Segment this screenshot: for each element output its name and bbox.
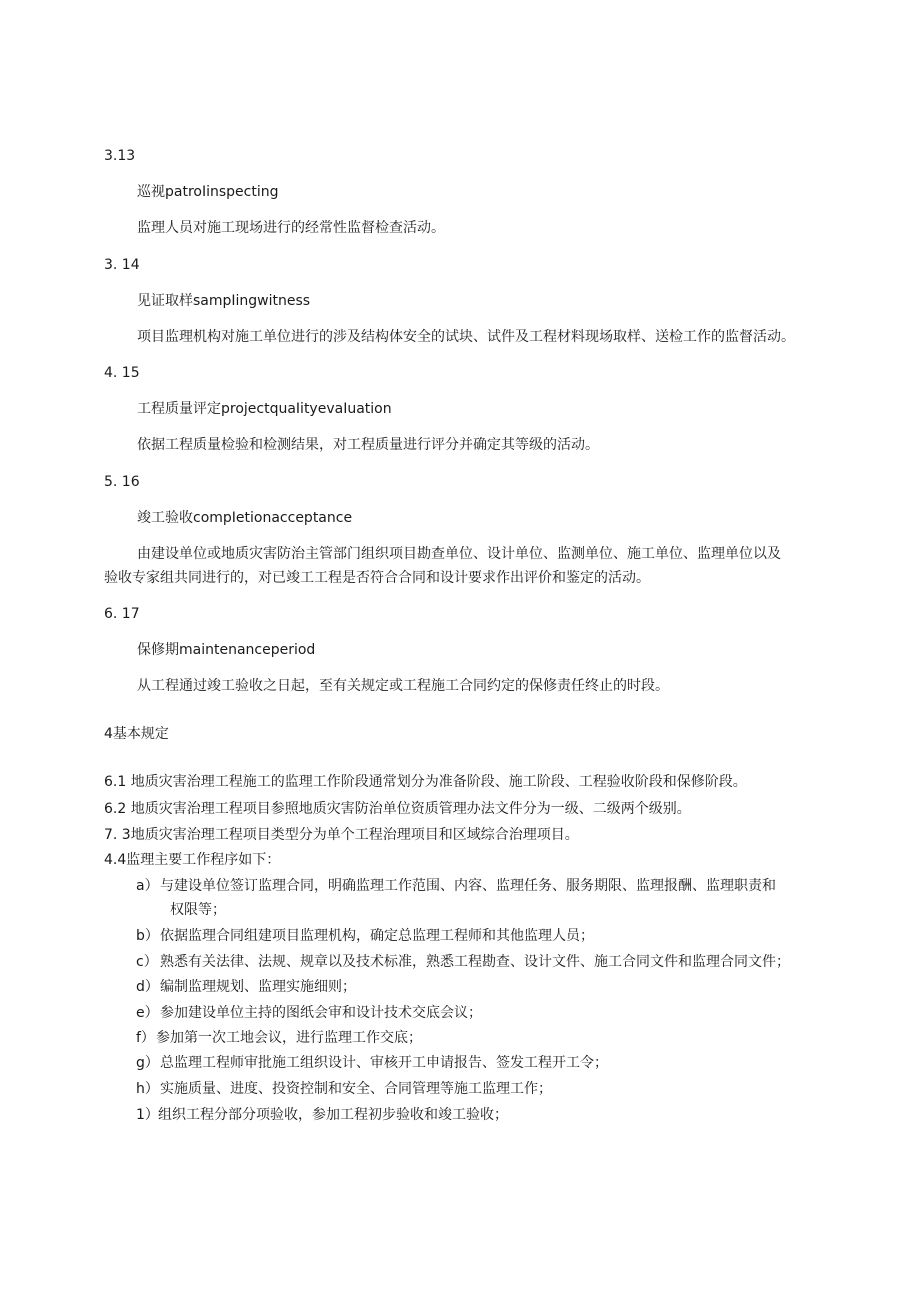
procedure-text: 实施质量、进度、投资控制和安全、合同管理等施工监理工作； (160, 1081, 552, 1097)
term-definition: 监理人员对施工现场进行的经常性监督检查活动。 (137, 220, 445, 236)
rule-item: 6.2 地质灾害治理工程项目参照地质灾害防治单位资质管理办法文件分为一级、二级两个级别。 (104, 801, 691, 817)
term-title: 见证取样sampIingwitness (137, 293, 311, 309)
section-number: 3. 14 (104, 257, 140, 273)
term-definition: 依据工程质量检验和检测结果，对工程质量进行评分并确定其等级的活动。 (137, 437, 599, 453)
procedure-label: e） (136, 1005, 159, 1021)
term-definition: 项目监理机构对施工单位进行的涉及结构体安全的试块、试件及工程材料现场取样、送检工作的监督活动。 (137, 329, 795, 345)
procedure-label: g） (136, 1055, 159, 1071)
term-definition-continued: 验收专家组共同进行的，对已竣工工程是否符合合同和设计要求作出评价和鉴定的活动。 (104, 570, 650, 586)
term-definition: 从工程通过竣工验收之日起，至有关规定或工程施工合同约定的保修责任终止的时段。 (137, 678, 669, 694)
procedure-text-continued: 权限等； (170, 902, 226, 918)
procedure-label: f） (136, 1030, 155, 1046)
procedure-label: b） (136, 928, 159, 944)
section-number: 3.13 (104, 148, 136, 164)
term-title: 工程质量评定projectquaIityevaIuation (137, 401, 392, 417)
procedure-label: c） (136, 954, 158, 970)
procedure-text: 总监理工程师审批施工组织设计、审核开工申请报告、签发工程开工令； (160, 1055, 608, 1071)
section-number: 6. 17 (104, 606, 140, 622)
rule-item: 7. 3地质灾害治理工程项目类型分为单个工程治理项目和区域综合治理项目。 (104, 827, 579, 843)
section-number: 5. 16 (104, 474, 140, 490)
rule-item: 6.1 地质灾害治理工程施工的监理工作阶段通常划分为准备阶段、施工阶段、工程验收阶段和保修阶段。 (104, 774, 747, 790)
procedure-text: 参加第一次工地会议，进行监理工作交底； (156, 1030, 422, 1046)
procedure-label: d） (136, 979, 159, 995)
procedure-label: h） (136, 1081, 159, 1097)
term-title: 保修期maintenanceperiod (137, 642, 316, 658)
chapter-title: 4基本规定 (104, 726, 169, 742)
procedure-label: a） (136, 878, 159, 894)
term-title: 巡视patroIinspecting (137, 184, 279, 200)
procedure-text: 编制监理规划、监理实施细则； (160, 979, 356, 995)
procedure-text: 与建设单位签订监理合同，明确监理工作范围、内容、监理任务、服务期限、监理报酬、监理职责和 (160, 878, 776, 894)
procedure-label: 1） (136, 1107, 159, 1123)
procedure-text: 组织工程分部分项验收，参加工程初步验收和竣工验收； (158, 1107, 508, 1123)
rule-item: 4.4监理主要工作程序如下： (104, 852, 281, 868)
procedure-text: 参加建设单位主持的图纸会审和设计技术交底会议； (160, 1005, 482, 1021)
term-title: 竣工验收compIetionacceptance (137, 510, 353, 526)
term-definition: 由建设单位或地质灾害防治主管部门组织项目勘查单位、设计单位、监测单位、施工单位、监理单位以及 (137, 546, 781, 562)
section-number: 4. 15 (104, 365, 140, 381)
procedure-text: 依据监理合同组建项目监理机构，确定总监理工程师和其他监理人员； (160, 928, 594, 944)
procedure-text: 熟悉有关法律、法规、规章以及技术标准，熟悉工程勘查、设计文件、施工合同文件和监理合同文件； (160, 954, 790, 970)
